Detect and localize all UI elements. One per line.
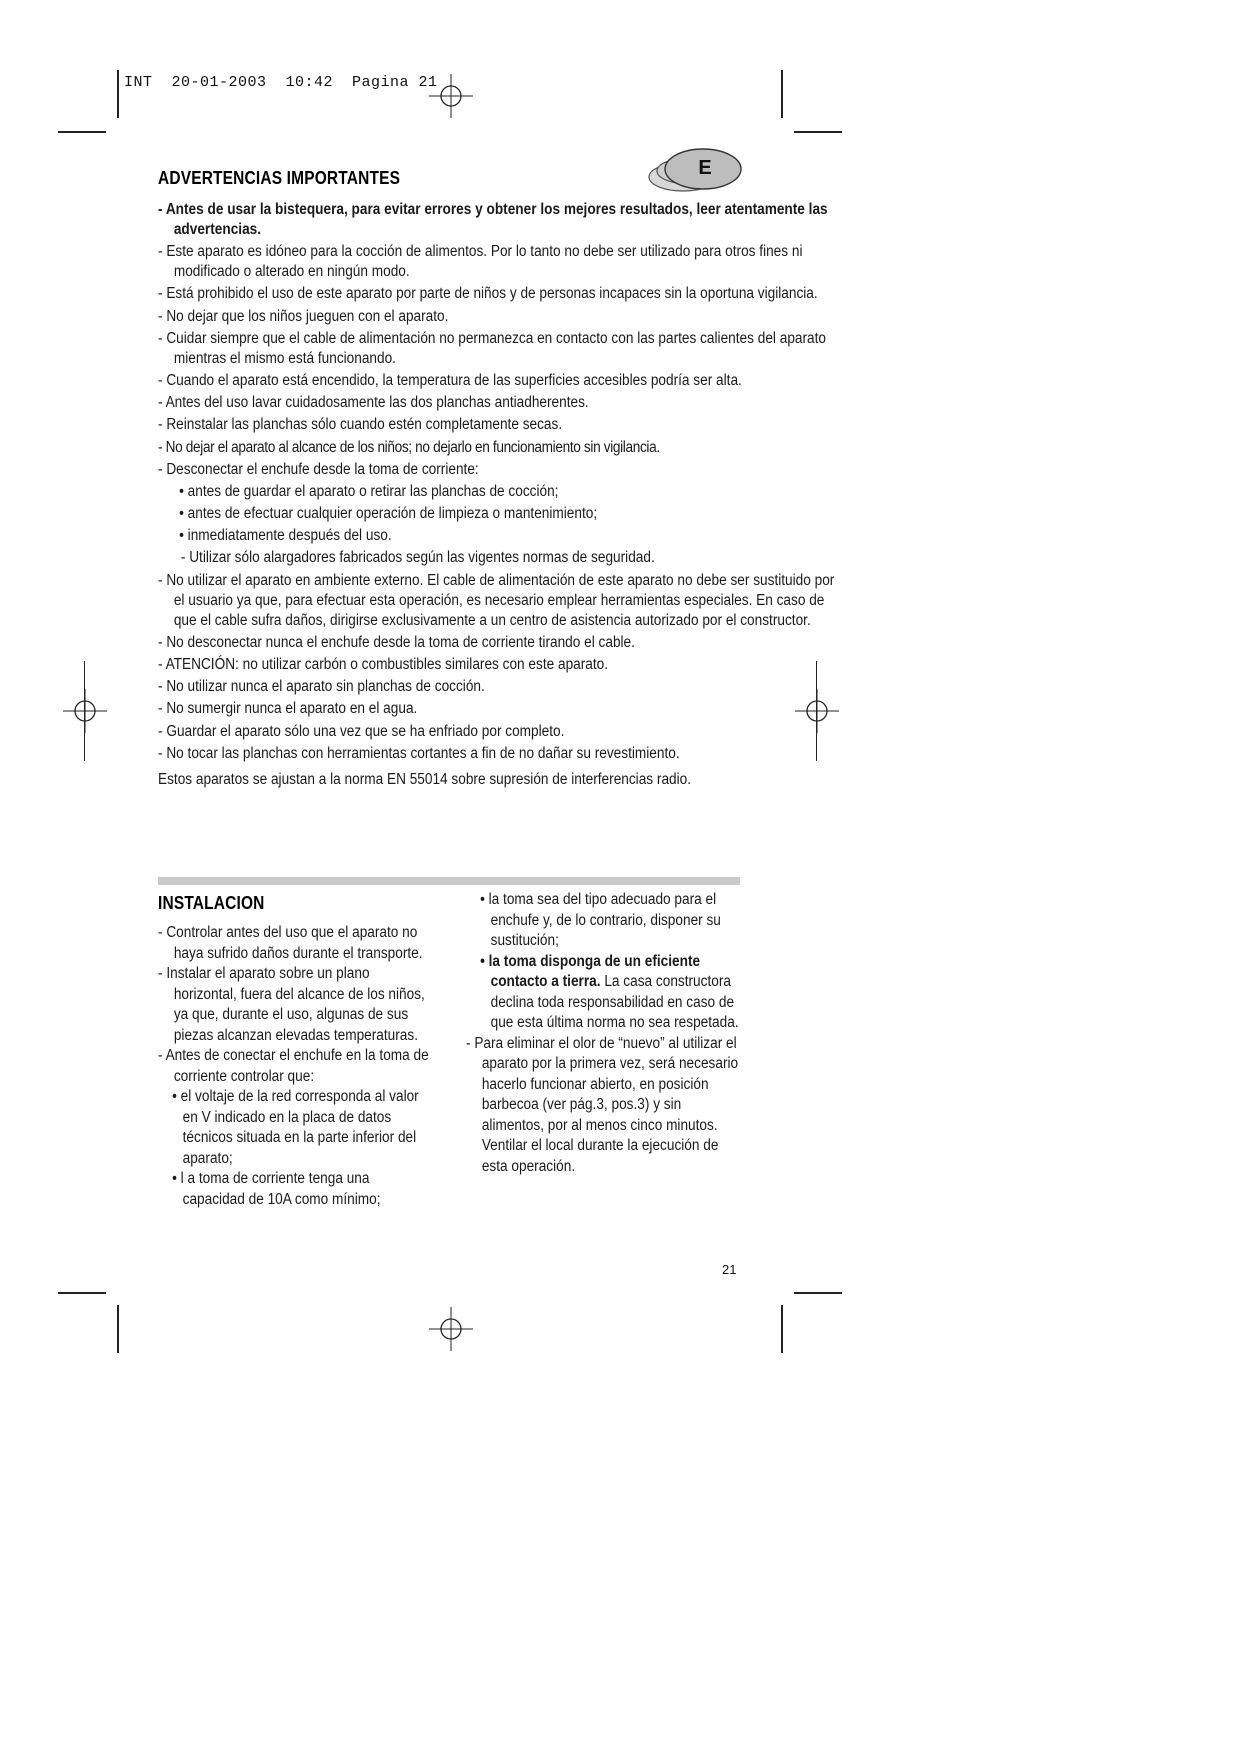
ground-contact-bold: • la toma disponga de un eficiente contacto a tierra.: [480, 952, 701, 990]
section-title-warnings: ADVERTENCIAS IMPORTANTES: [158, 168, 401, 188]
language-badge-icon: [645, 143, 745, 195]
registration-mark-bottom-icon: [429, 1307, 473, 1351]
warning-sub-item: - Utilizar sólo alargadores fabricados según las vigentes normas de seguridad.: [180, 549, 655, 567]
installation-item: - Instalar el aparato sobre un plano horizontal, fuera del alcance de los niños, ya que, durante el uso, algunas de sus piezas alcanzan elevadas temperaturas.: [158, 965, 425, 1044]
crop-mark-bottom-left-v: [117, 1305, 119, 1353]
installation-bullet: • la toma sea del tipo adecuado para el enchufe y, de lo contrario, disponer su sustitución;: [480, 891, 721, 949]
installation-right-column: [466, 890, 739, 1177]
warning-item: - No sumergir nunca el aparato en el agua.: [158, 700, 418, 718]
warning-bullet: • antes de guardar el aparato o retirar las planchas de cocción;: [179, 482, 559, 500]
warning-item: - Guardar el aparato sólo una vez que se ha enfriado por completo.: [158, 722, 565, 740]
warning-item: - No desconectar nunca el enchufe desde la toma de corriente tirando el cable.: [158, 633, 635, 651]
warning-item: - No tocar las planchas con herramientas cortantes a fin de no dañar su revestimiento.: [158, 744, 680, 762]
installation-bullet: • l a toma de corriente tenga una capacidad de 10A como mínimo;: [172, 1170, 381, 1208]
warning-item: - Cuidar siempre que el cable de alimentación no permanezca en contacto con las partes calientes del aparato mientras el mismo está funcionando.: [158, 329, 827, 367]
crop-mark-top-right-v: [781, 70, 783, 118]
warning-item: - No dejar el aparato al alcance de los niños; no dejarlo en funcionamiento sin vigilancia.: [158, 438, 660, 456]
page-number: 21: [722, 1262, 737, 1277]
installation-bullet-ground: [466, 952, 739, 1034]
installation-bullet: • el voltaje de la red corresponda al valor en V indicado en la placa de datos técnicos situada en la parte inferior del aparato;: [172, 1088, 419, 1167]
crop-mark-bottom-right-v: [781, 1305, 783, 1353]
section-title-installation: INSTALACION: [158, 893, 265, 913]
warning-item: - Está prohibido el uso de este aparato por parte de niños y de personas incapaces sin la oportuna vigilancia.: [158, 285, 818, 303]
language-badge-letter: E: [698, 157, 712, 179]
registration-line-left: [84, 661, 85, 761]
warning-intro: - Antes de usar la bistequera, para evitar errores y obtener los mejores resultados, leer atentamente las advertencias.: [158, 201, 828, 238]
installation-item: - Antes de conectar el enchufe en la toma de corriente controlar que:: [158, 1047, 429, 1085]
warning-item: - Reinstalar las planchas sólo cuando estén completamente secas.: [158, 416, 563, 434]
ground-contact-rest: La casa constructora declina toda responsabilidad en caso de que esta última norma no sea respetada.: [490, 973, 739, 1031]
installation-item: - Para eliminar el olor de “nuevo” al utilizar el aparato por la primera vez, será necesario hacerlo funcionar abierto, en posición barbecoa (ver pág.3, pos.3) y sin alimentos, por al menos cinco minutos. Ventilar el local durante la ejecución de esta operación.: [466, 1034, 739, 1175]
warning-item: - No utilizar el aparato en ambiente externo. El cable de alimentación de este aparato no debe ser sustituido por el usuario ya que, para efectuar esta operación, es necesario emplear herramientas especiales. En caso de que el cable sufra daños, dirigirse exclusivamente a un centro de asistencia autorizado por el constructor.: [158, 571, 835, 629]
installation-item: - Controlar antes del uso que el aparato no haya sufrido daños durante el transporte.: [158, 924, 423, 962]
crop-mark-top-right-h: [794, 131, 842, 133]
warning-item: - Cuando el aparato está encendido, la temperatura de las superficies accesibles podría ser alta.: [158, 371, 742, 389]
warning-item: - ATENCIÓN: no utilizar carbón o combustibles similares con este aparato.: [158, 656, 609, 673]
warning-bullet: • inmediatamente después del uso.: [179, 527, 392, 545]
section-divider: [158, 877, 740, 885]
crop-mark-bottom-left-h: [58, 1292, 106, 1294]
warning-item: - Antes del uso lavar cuidadosamente las dos planchas antiadherentes.: [158, 394, 589, 412]
print-header: INT 20-01-2003 10:42 Pagina 21: [124, 74, 438, 91]
warning-item: - Este aparato es idóneo para la cocción de alimentos. Por lo tanto no debe ser utilizado para otros fines ni modificado o alterado en ningún modo.: [158, 243, 803, 281]
crop-mark-bottom-right-h: [794, 1292, 842, 1294]
crop-mark-top-left-h: [58, 131, 106, 133]
warning-item: - No dejar que los niños jueguen con el aparato.: [158, 307, 449, 325]
warning-bullet: • antes de efectuar cualquier operación de limpieza o mantenimiento;: [179, 505, 598, 523]
warning-item: - No utilizar nunca el aparato sin planchas de cocción.: [158, 678, 485, 696]
norm-statement: Estos aparatos se ajustan a la norma EN 55014 sobre supresión de interferencias radio.: [158, 770, 692, 788]
crop-mark-top-left-v: [117, 70, 119, 118]
warning-item: - Desconectar el enchufe desde la toma de corriente:: [158, 460, 479, 478]
installation-left-column: [158, 923, 431, 1210]
warnings-list: [158, 200, 841, 805]
